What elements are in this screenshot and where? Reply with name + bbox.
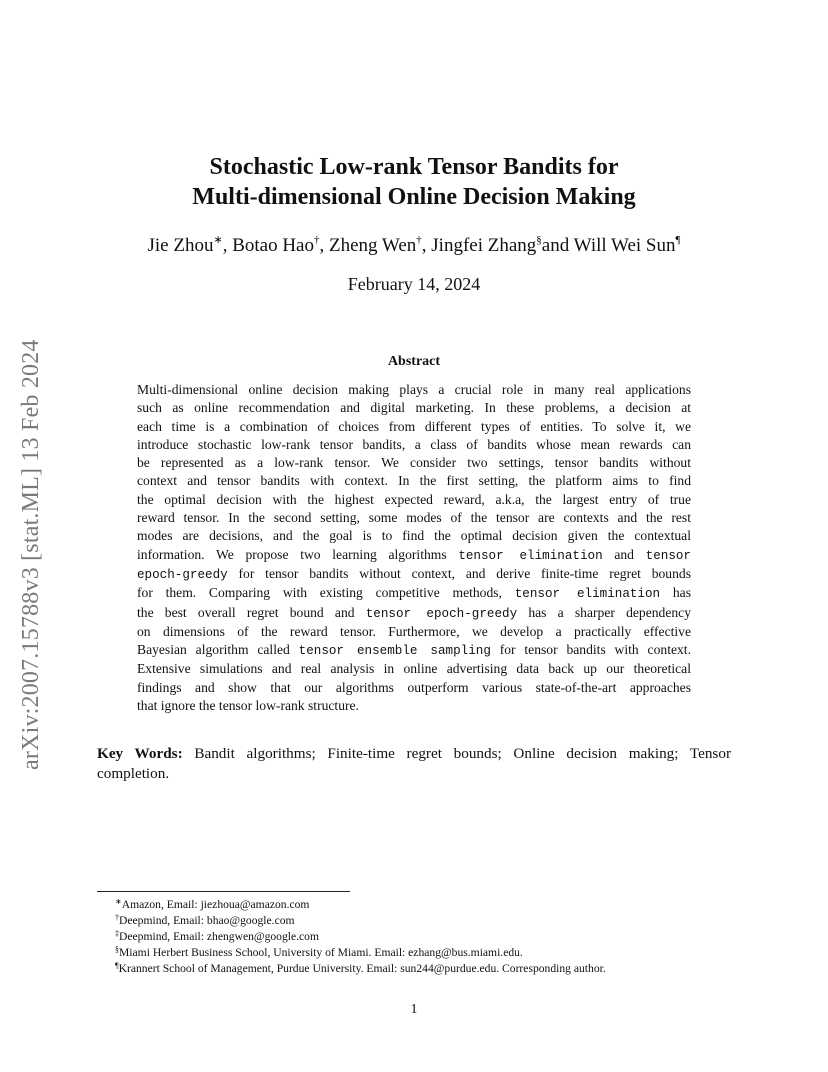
algorithm-name: tensor elimination [514,587,661,602]
abstract-text: that ignore the tensor low-rank structure. [137,698,359,714]
keywords-text: Bandit algorithms; Finite-time regret bounds; Online decision making; Tensor [194,745,731,762]
author-separator: and [541,235,574,256]
abstract-heading: Abstract [387,354,441,369]
abstract-text: and [602,546,646,562]
abstract-text: reward tensor. In the second setting, some modes of the tensor are contexts and the rest [137,510,691,526]
footnote-text: Krannert School of Management, Purdue University. Email: sun244@purdue.edu. Corresponding author. [118,962,606,975]
abstract-text: Multi-dimensional online decision making plays a crucial role in many real applications [137,382,691,397]
footnote-mark: ¶ [115,961,119,970]
publication-date: February 14, 2024 [347,274,481,294]
algorithm-name: tensor ensemble sampling [298,644,491,659]
abstract-text: the best overall regret bound and [137,604,366,620]
algorithm-name: tensor [645,548,691,563]
abstract-line [137,436,691,454]
abstract-line [137,472,691,490]
author-footnote-mark: ∗ [213,234,223,246]
keywords-line-1 [97,744,731,764]
footnote-text: Amazon, Email: jiezhoua@amazon.com [121,898,310,911]
abstract-line [137,697,691,715]
abstract-line [137,527,691,545]
abstract-line [137,381,691,399]
abstract-line [137,660,691,678]
footnote [115,945,606,961]
abstract-text: such as online recommendation and digital marketing. In these problems, a decision at [137,400,691,416]
abstract-text: has [660,585,691,601]
footnote-mark: † [115,913,119,922]
author-footnote-mark: † [416,234,422,246]
abstract-line [137,491,691,509]
footnote [115,897,606,913]
footnote-mark: ‡ [115,929,119,938]
footnote-mark: ∗ [115,897,122,906]
author-footnote-mark: ¶ [675,234,681,246]
abstract-text: for them. Comparing with existing competitive methods, [137,585,515,601]
abstract-line [137,509,691,527]
abstract-line [137,399,691,417]
keywords [97,744,731,784]
paper-title [100,152,728,212]
abstract-line [137,641,691,660]
abstract-text: Extensive simulations and real analysis in online advertising data back up our theoretical [137,661,691,677]
footnote [115,913,606,929]
abstract-text: on dimensions of the reward tensor. Furthermore, we develop a practically effective [137,623,691,639]
abstract-text: has a sharper dependency [517,604,691,620]
abstract-text: Bayesian algorithm called [137,642,299,658]
abstract-text: context and tensor bandits with context. In the first setting, the platform aims to find [137,473,691,489]
abstract-line [137,546,691,565]
footnote-text: Deepmind, Email: zhengwen@google.com [119,930,319,943]
keywords-label: Key Words: [97,745,183,762]
title-line-1: Stochastic Low-rank Tensor Bandits for [209,154,619,180]
abstract-text: modes are decisions, and the goal is to find the optimal decision given the contextual [137,528,691,544]
abstract-line [137,623,691,641]
arxiv-identifier: arXiv:2007.15788v3 [stat.ML] 13 Feb 2024 [18,339,44,770]
abstract-text: the optimal decision with the highest expected reward, a.k.a, the largest entry of true [137,491,691,507]
footnote-text: Deepmind, Email: bhao@google.com [119,914,295,927]
footnote [115,961,606,977]
abstract-body [137,381,691,715]
author-name: Botao Hao [232,235,314,256]
algorithm-name: epoch-greedy [137,567,228,582]
algorithm-name: tensor elimination [458,548,603,563]
footnote-rule [97,891,350,892]
author-list [100,234,728,258]
author-separator: , [421,235,432,256]
author-footnote-mark: † [313,234,320,246]
abstract-line [137,454,691,472]
page-number: 1 [410,1002,418,1017]
algorithm-name: tensor epoch-greedy [365,606,518,621]
footnotes [115,897,606,977]
footnote [115,929,606,945]
author-name: Jie Zhou [147,235,214,256]
footnote-text: Miami Herbert Business School, University of Miami. Email: ezhang@bus.miami.edu. [119,946,523,959]
abstract-text: introduce stochastic low-rank tensor bandits, a class of bandits whose mean rewards can [137,436,691,452]
abstract-text: each time is a combination of choices from different types of entities. To solve it, we [137,418,691,434]
abstract-line [137,604,691,623]
footnote-mark: § [115,945,119,954]
abstract-line [137,679,691,697]
author-footnote-mark: § [536,234,542,246]
abstract-text: information. We propose two learning algorithms [137,546,459,562]
abstract-text: findings and show that our algorithms outperform various state-of-the-art approaches [137,679,691,695]
abstract-text: be represented as a low-rank tensor. We consider two settings, tensor bandits without [137,455,691,471]
abstract-line [137,584,691,603]
author-name: Zheng Wen [328,235,417,256]
author-name: Jingfei Zhang [431,235,537,256]
abstract-line [137,565,691,584]
abstract-text: for tensor bandits with context. [490,642,691,658]
author-separator: , [222,235,233,256]
abstract-line [137,418,691,436]
author-separator: , [319,235,329,256]
author-name: Will Wei Sun [573,235,676,256]
abstract-text: for tensor bandits without context, and derive finite-time regret bounds [227,565,691,581]
title-line-2: Multi-dimensional Online Decision Making [192,184,636,210]
keywords-line-2: completion. [97,765,170,782]
